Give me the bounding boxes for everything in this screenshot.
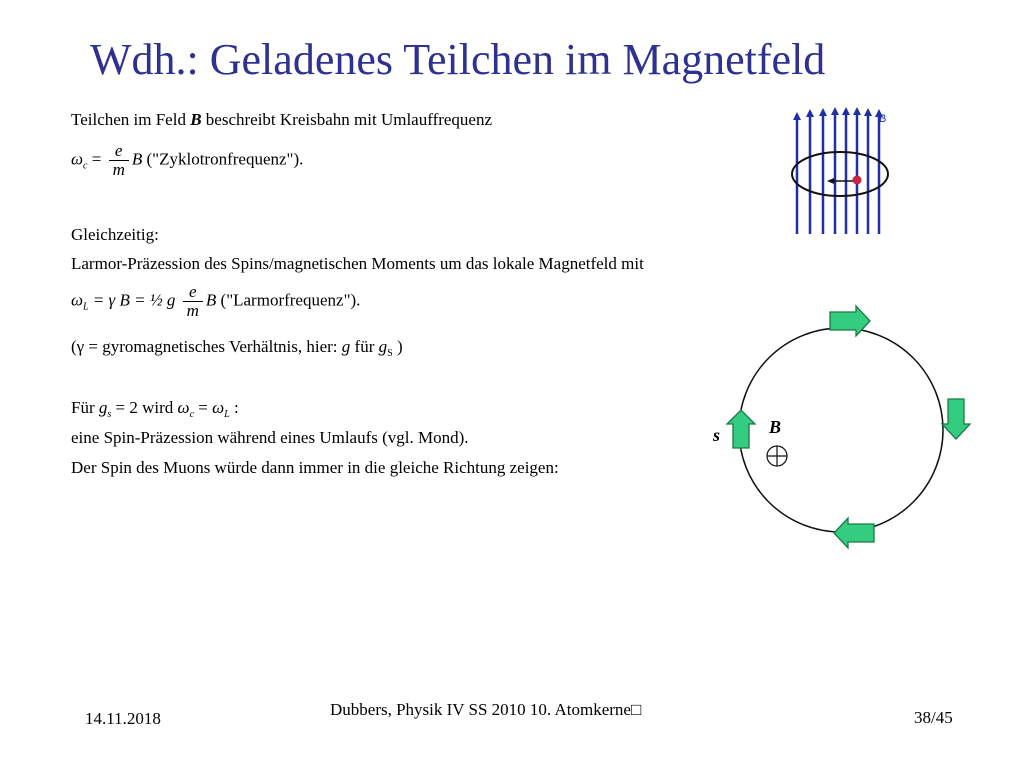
spin-label: s — [713, 425, 721, 445]
body-line-muon-spin: Der Spin des Muons würde dann immer in die gleiche Richtung zeigen: — [71, 458, 559, 477]
footer-center: Dubbers, Physik IV SS 2010 10. Atomkerne□ — [330, 700, 642, 719]
spin-arrow-left — [727, 410, 755, 448]
svg-text:.: . — [909, 96, 910, 101]
body-line-condition: Für $g_s = 2$ wird $\omega_c = \omega_L$ : — [71, 398, 239, 420]
spin-arrow-bottom — [834, 518, 874, 548]
body-line-gyromagnetic: (γ = gyromagnetisches Verhältnis, hier: g für $g_S$ ) — [71, 337, 403, 359]
footer-date: 14.11.2018 — [85, 709, 161, 728]
field-lines — [797, 113, 879, 234]
body-line-gleichzeitig: Gleichzeitig: — [71, 225, 159, 244]
field-lines-figure — [780, 96, 930, 240]
fraction-e-over-m: $\frac{e}{m}$ — [183, 283, 203, 320]
body-line-larmor: Larmor-Präzession des Spins/magnetischen Moments um das lokale Magnetfeld mit — [71, 254, 644, 273]
body-line-1: Teilchen im Feld B beschreibt Kreisbahn mit Umlauffrequenz — [71, 110, 493, 129]
spin-arrow-top — [830, 306, 870, 336]
footer-page-number: 38/45 — [914, 708, 953, 727]
field-label: B — [769, 417, 782, 437]
body-line-precession: eine Spin-Präzession während eines Umlaufs (vgl. Mond). — [71, 428, 469, 447]
spin-orbit-figure — [710, 300, 980, 560]
cyclotron-formula: $\omega_c$ = $\frac{e}{m}$ B ("Zyklotronfrequenz"). — [71, 141, 304, 179]
spin-arrow-right — [942, 399, 970, 439]
field-into-page-icon — [767, 446, 787, 466]
particle-dot — [853, 176, 862, 185]
field-arrowheads — [793, 107, 883, 120]
field-label-b: B — [879, 113, 887, 125]
slide-title: Wdh.: Geladenes Teilchen im Magnetfeld — [90, 35, 826, 84]
larmor-formula: $\omega_L = \gamma$ B = ½ g $\frac{e}{m}$ B ("Larmorfrequenz"). — [71, 282, 361, 320]
fraction-e-over-m: $\frac{e}{m}$ — [109, 142, 129, 179]
orbit-ellipse — [792, 152, 888, 196]
